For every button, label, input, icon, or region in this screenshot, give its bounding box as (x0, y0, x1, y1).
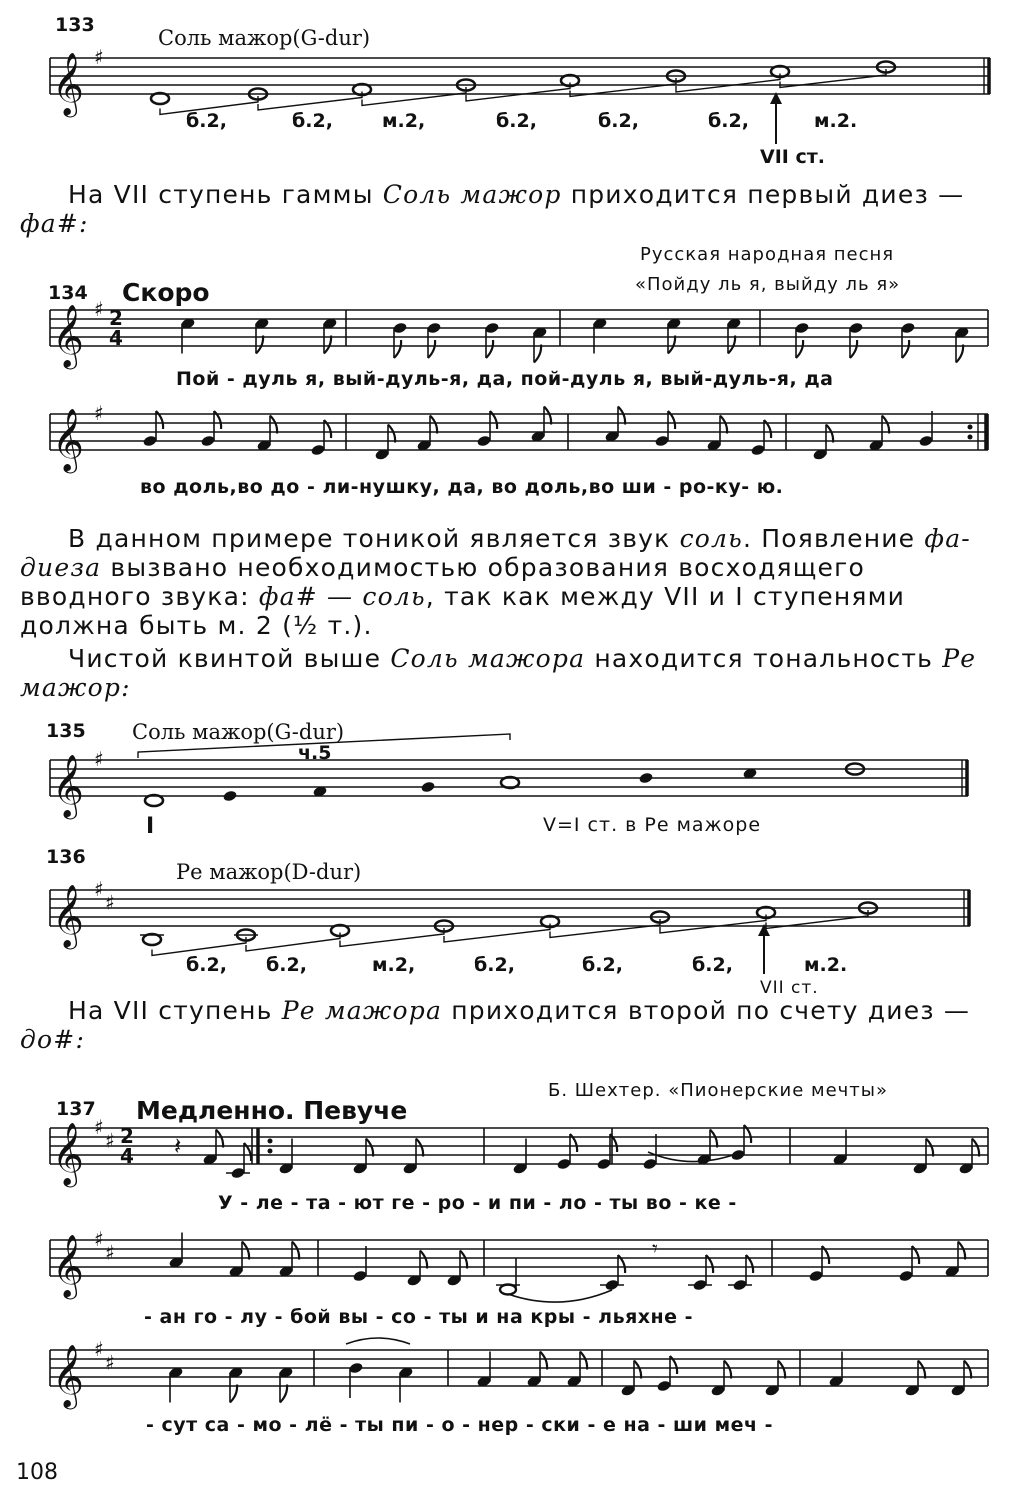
treble-clef-icon: 𝄞 (52, 52, 84, 115)
time-signature-bottom: 4 (120, 1144, 134, 1168)
treble-clef-icon: 𝄞 (52, 884, 84, 947)
interval-label: б.2, (266, 954, 307, 976)
note-flag (416, 1139, 423, 1157)
treble-clef-icon: 𝄞 (52, 304, 84, 367)
fifth-label: ч.5 (298, 742, 332, 764)
interval-bracket (340, 928, 444, 947)
note-flag (230, 1385, 237, 1403)
note-flag (826, 425, 833, 443)
interval-label: м.2, (382, 110, 426, 132)
treble-clef-icon: 𝄞 (52, 408, 84, 471)
example-number-136: 136 (46, 846, 86, 868)
staff-example-135 (0, 740, 1028, 850)
note-flag (882, 416, 889, 434)
scale-title-g-dur-135: Соль мажор(G-dur) (132, 720, 345, 744)
note-flag (710, 1130, 717, 1148)
sharp-sign-icon: ♯ (94, 747, 104, 771)
repeat-dot (968, 435, 973, 440)
note-flag (428, 340, 435, 358)
example-number-133: 133 (55, 14, 95, 36)
sharp-sign-icon: ♯ (105, 890, 115, 915)
interval-bracket (246, 933, 340, 952)
treble-clef-icon: 𝄞 (52, 754, 84, 817)
paragraph-tonic-explanation: В данном примере тоникой является звук соль. Появление фа-диеза вызвано необходимостью образования восходящего вводного звука: фа# — соль, так как между VII и I ступенями должна быть м. 2 (½ т.). (20, 524, 971, 640)
treble-clef-icon: 𝄞 (52, 1344, 84, 1407)
note-flag (778, 1361, 785, 1379)
interval-label: б.2, (474, 954, 515, 976)
page-number: 108 (16, 1460, 58, 1485)
paragraph-g-major-sharp: На VII ступень гаммы Соль мажор приходится первый диез — фа#: (20, 180, 965, 238)
note-flag (668, 336, 675, 354)
note-flag (534, 345, 541, 363)
note-head (638, 772, 653, 785)
degree-label-vii: VII ст. (760, 146, 825, 168)
sharp-sign-icon: ♯ (105, 1240, 115, 1265)
sharp-sign-icon: ♯ (94, 1115, 104, 1139)
note-flag (540, 1352, 547, 1370)
note-flag (256, 336, 263, 354)
note-flag (634, 1361, 641, 1379)
sharp-sign-icon: ♯ (94, 45, 104, 69)
note-flag (958, 1242, 965, 1260)
lyrics-137-line2: - ан го - лу - бой вы - со - ты и на кры - льяхне - (144, 1306, 694, 1328)
interval-label: б.2, (186, 954, 227, 976)
interval-label: м.2. (814, 110, 858, 132)
lyrics-134-line1: Пой - дуль я, вый-дуль-я, да, пой-дуль я, вый-дуль-я, да (176, 368, 834, 390)
tempo-marking-137: Медленно. Певуче (136, 1096, 408, 1125)
interval-label: б.2, (692, 954, 733, 976)
note-flag (394, 340, 401, 358)
sharp-sign-icon: ♯ (94, 297, 104, 321)
example-number-134: 134 (48, 282, 88, 304)
source-song-title: «Пойду ль я, выйду ль я» (635, 274, 901, 295)
note-flag (486, 340, 493, 358)
scale-title-g-dur: Соль мажор(G-dur) (158, 26, 371, 50)
time-signature-top: 2 (120, 1124, 134, 1148)
repeat-dot (268, 1139, 273, 1144)
degree-label-d-major: V=I ст. в Ре мажоре (543, 814, 762, 836)
note-flag (280, 1385, 287, 1403)
interval-label: б.2, (186, 110, 227, 132)
note-flag (216, 1130, 223, 1148)
staff-example-133 (0, 40, 1028, 150)
sharp-sign-icon: ♯ (94, 1227, 104, 1251)
sharp-sign-icon: ♯ (94, 401, 104, 425)
note-flag (724, 1361, 731, 1379)
note-flag (902, 340, 909, 358)
note-flag (242, 1242, 249, 1260)
note-flag (728, 336, 735, 354)
note-flag (580, 1352, 587, 1370)
interval-bracket (152, 937, 246, 956)
interval-label: б.2, (708, 110, 749, 132)
note-flag (956, 345, 963, 363)
degree-label-vii-136: VII ст. (760, 978, 819, 998)
note-flag (618, 407, 625, 425)
note-flag (972, 1139, 979, 1157)
note-flag (796, 340, 803, 358)
note-flag (270, 416, 277, 434)
interval-bracket (550, 919, 660, 938)
note-flag (366, 1139, 373, 1157)
lyrics-137-line1: У - ле - та - ют ге - ро - и пи - ло - ты во - ке - (218, 1192, 737, 1214)
tie (508, 1290, 612, 1302)
note-head (222, 790, 237, 803)
interval-bracket (362, 87, 466, 106)
source-folk-song: Русская народная песня (640, 244, 895, 265)
interval-label: б.2, (292, 110, 333, 132)
example-number-135: 135 (46, 720, 86, 742)
eighth-rest-icon: 𝄾 (652, 1237, 658, 1262)
interval-label: м.2. (804, 954, 848, 976)
note-flag (460, 1251, 467, 1269)
sharp-sign-icon: ♯ (94, 877, 104, 901)
quarter-rest-icon: 𝄽 (174, 1132, 182, 1160)
slur (346, 1338, 410, 1344)
note-flag (544, 407, 551, 425)
paragraph-fifth-above: Чистой квинтой выше Соль мажора находится тональность Ре мажор: (20, 644, 977, 702)
sharp-sign-icon: ♯ (105, 1350, 115, 1375)
slur (648, 1152, 736, 1162)
treble-clef-icon: 𝄞 (52, 1122, 84, 1185)
time-signature-bottom: 4 (109, 326, 123, 350)
note-flag (918, 1361, 925, 1379)
note-flag (388, 425, 395, 443)
source-composer: Б. Шехтер. «Пионерские мечты» (548, 1080, 888, 1101)
note-flag (430, 416, 437, 434)
note-flag (720, 416, 727, 434)
example-number-137: 137 (56, 1098, 96, 1120)
paragraph-d-major-sharp: На VII ступень Ре мажора приходится второй по счету диез — до#: (20, 996, 971, 1054)
repeat-dot (268, 1149, 273, 1154)
interval-label: б.2, (582, 954, 623, 976)
note-flag (324, 336, 331, 354)
tonic-label-i: I (146, 814, 155, 839)
tempo-marking-134: Скоро (122, 278, 210, 307)
sharp-sign-icon: ♯ (105, 1128, 115, 1153)
interval-label: б.2, (598, 110, 639, 132)
note-flag (964, 1361, 971, 1379)
note-flag (420, 1251, 427, 1269)
repeat-dot (968, 425, 973, 430)
treble-clef-icon: 𝄞 (52, 1234, 84, 1297)
interval-label: м.2, (372, 954, 416, 976)
note-flag (926, 1139, 933, 1157)
interval-label: б.2, (496, 110, 537, 132)
sharp-sign-icon: ♯ (94, 1337, 104, 1361)
note-flag (850, 340, 857, 358)
note-flag (292, 1242, 299, 1260)
lyrics-137-line3: - сут са - мо - лё - ты пи - о - нер - ски - е на - ши меч - (146, 1414, 774, 1436)
half-note (500, 1285, 516, 1295)
time-signature-top: 2 (109, 306, 123, 330)
lyrics-134-line2: во доль,во до - ли-нушку, да, во доль,во ши - ро-ку- ю. (140, 476, 784, 498)
note-head (420, 781, 435, 794)
scale-title-d-dur: Ре мажор(D-dur) (176, 860, 362, 884)
